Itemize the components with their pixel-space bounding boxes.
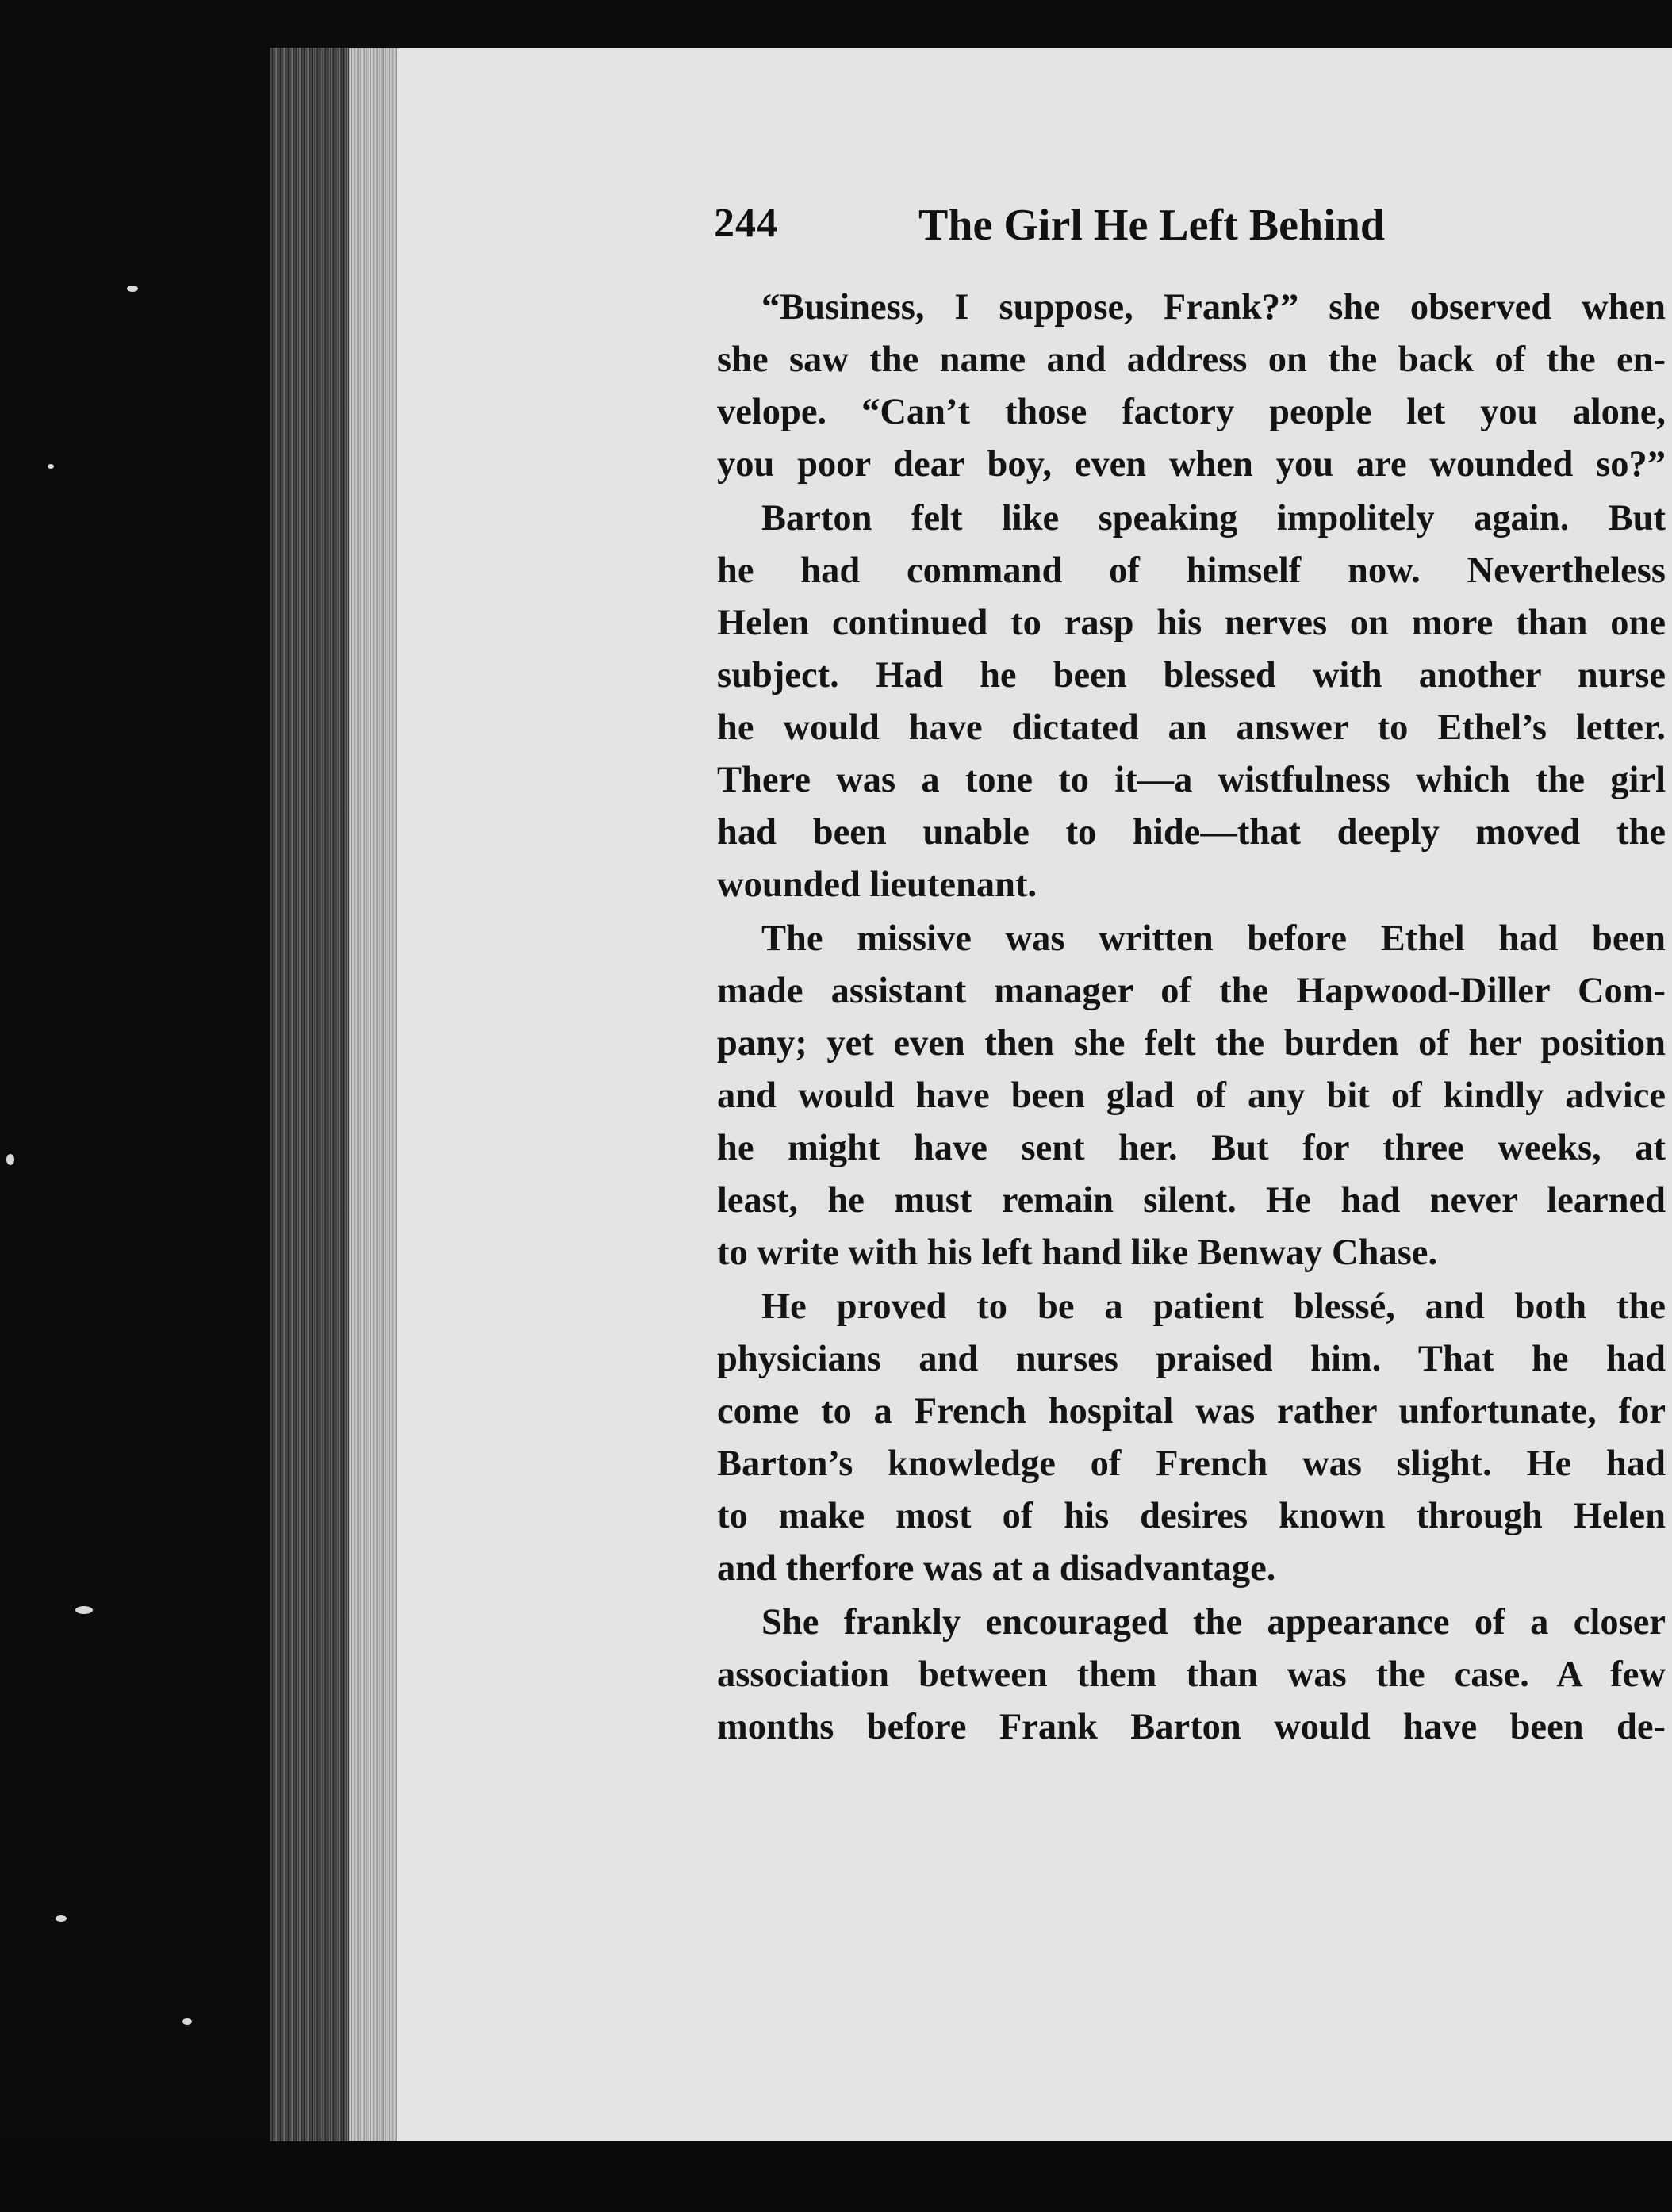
dust-speck — [56, 1915, 67, 1922]
text-line: she saw the name and address on the back of the en- — [717, 339, 1666, 380]
text-line: association between them than was the case. A few — [717, 1654, 1666, 1695]
text-line: he had command of himself now. Nevertheless — [717, 550, 1666, 591]
text-line: he would have dictated an answer to Ethel’s letter. — [717, 707, 1666, 748]
text-line: come to a French hospital was rather unfortunate, for — [717, 1391, 1666, 1432]
scan-bottom-border — [0, 2141, 1672, 2212]
text-line: made assistant manager of the Hapwood-Diller Com- — [717, 971, 1666, 1011]
dust-speck — [182, 2018, 192, 2025]
text-line: She frankly encouraged the appearance of a closer — [761, 1602, 1666, 1643]
dust-speck — [48, 464, 54, 469]
text-line: The missive was written before Ethel had been — [761, 918, 1666, 959]
dust-speck — [75, 1606, 93, 1614]
page-number: 244 — [714, 201, 778, 246]
text-line: Barton felt like speaking impolitely again. But — [761, 498, 1666, 539]
text-line: had been unable to hide—that deeply moved the — [717, 812, 1666, 853]
text-line: wounded lieutenant. — [717, 864, 1037, 905]
text-line: to make most of his desires known through Helen — [717, 1496, 1666, 1536]
dust-speck — [127, 286, 138, 292]
text-line: and would have been glad of any bit of kindly advice — [717, 1075, 1666, 1116]
text-line: and therfore was at a disadvantage. — [717, 1548, 1276, 1589]
text-line: you poor dear boy, even when you are wounded so?” — [717, 444, 1666, 485]
page-header — [714, 200, 1666, 263]
text-line: He proved to be a patient blessé, and both the — [761, 1286, 1666, 1327]
text-line: “Business, I suppose, Frank?” she observed when — [761, 287, 1666, 328]
text-line: least, he must remain silent. He had never learned — [717, 1180, 1666, 1221]
dust-speck — [6, 1154, 14, 1165]
text-line: physicians and nurses praised him. That he had — [717, 1339, 1666, 1379]
text-line: There was a tone to it—a wistfulness which the girl — [717, 760, 1666, 800]
text-line: he might have sent her. But for three weeks, at — [717, 1128, 1666, 1168]
text-line: to write with his left hand like Benway Chase. — [717, 1233, 1438, 1273]
running-title: The Girl He Left Behind — [918, 201, 1385, 250]
text-line: Barton’s knowledge of French was slight. He had — [717, 1443, 1666, 1484]
body-text — [717, 282, 1666, 1754]
text-line: pany; yet even then she felt the burden of her position — [717, 1023, 1666, 1064]
text-line: Helen continued to rasp his nerves on more than one — [717, 603, 1666, 643]
text-line: subject. Had he been blessed with another nurse — [717, 655, 1666, 696]
text-line: velope. “Can’t those factory people let you alone, — [717, 392, 1666, 432]
text-line: months before Frank Barton would have been de- — [717, 1707, 1666, 1747]
